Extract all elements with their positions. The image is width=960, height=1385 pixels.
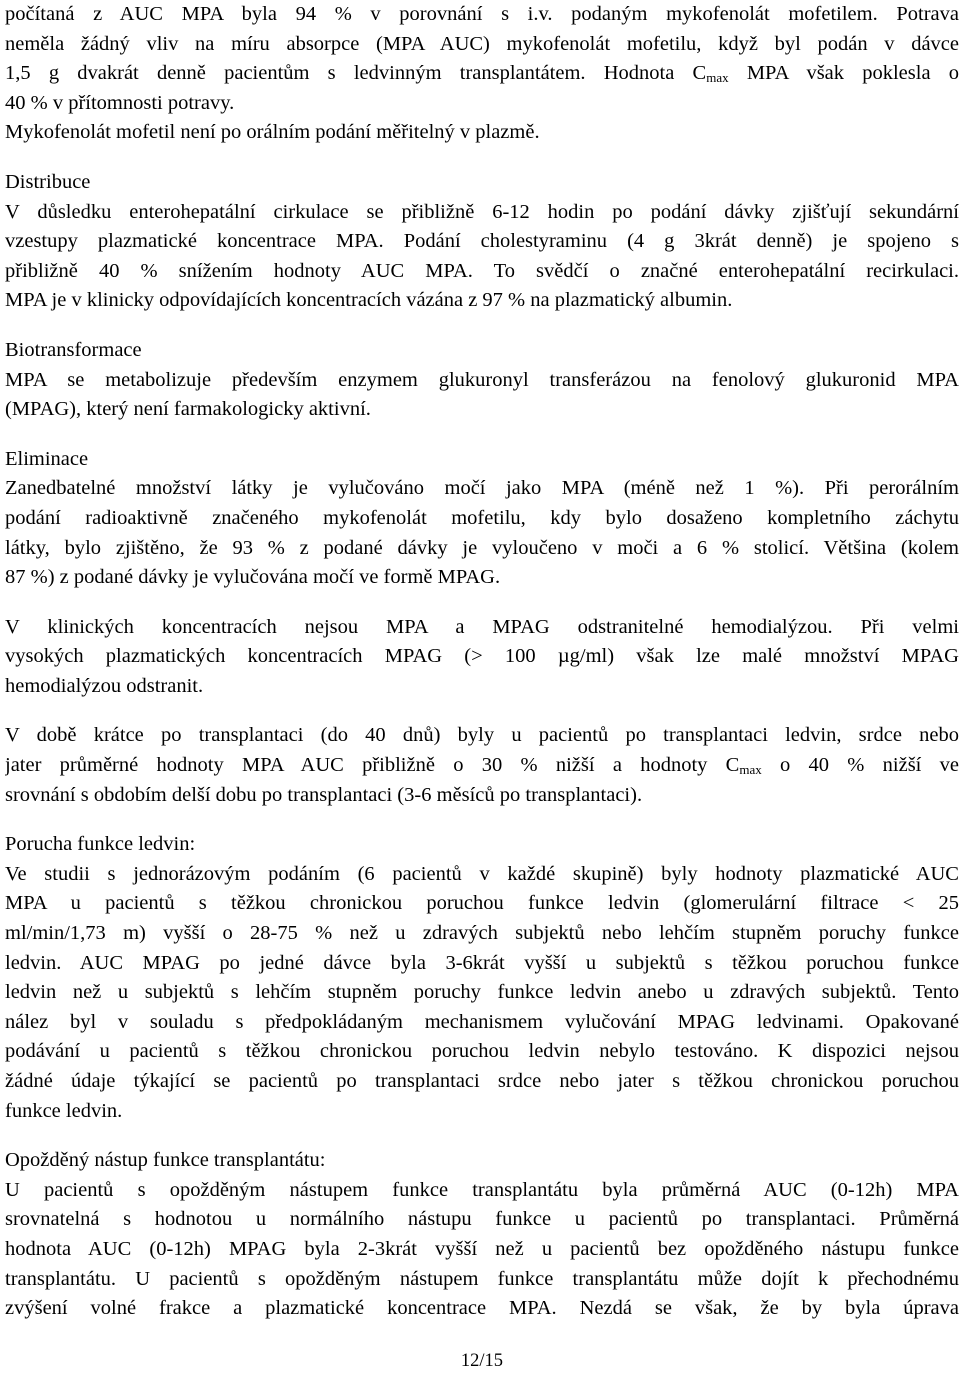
text-line: žádné údaje týkající se pacientů po transplantaci srdce nebo jater s těžkou chronickou poruchou	[5, 1070, 959, 1092]
text-line: ledvin než u subjektů s lehčím stupněm poruchy funkce ledvin anebo u zdravých subjektů. Tento	[5, 981, 959, 1004]
opozdeny-section	[5, 1146, 959, 1324]
text-line: látky, bylo zjištěno, že 93 % z podané dávky je vyloučeno v moči a 6 % stolicí. Většina (kolem	[5, 536, 959, 559]
text-line: srovnatelná s hodnotou u normálního nástupu funkce u pacientů po transplantaci. Průměrná	[5, 1208, 959, 1231]
text-line: U pacientů s opožděným nástupem funkce transplantátu byla průměrná AUC (0-12h) MPA	[5, 1178, 959, 1201]
text-span: 1,5 g dvakrát denně pacientům s ledvinným transplantátem. Hodnota C	[5, 62, 707, 85]
spacer	[5, 148, 959, 168]
text-span: o 40 % nižší ve	[761, 754, 959, 777]
text-line: srovnání s obdobím delší dobu po transplantaci (3-6 měsíců po transplantaci).	[5, 783, 643, 806]
text-line: 40 % v přítomnosti potravy.	[5, 91, 235, 114]
text-line: (MPAG), který není farmakologicky aktivní.	[5, 398, 371, 421]
text-line: hodnota AUC (0-12h) MPAG byla 2-3krát vyšší než u pacientů bez opožděného nástupu funkce	[5, 1237, 959, 1260]
text-line	[5, 751, 959, 781]
text-line: vysokých plazmatických koncentracích MPAG (> 100 µg/ml) však lze malé množství MPAG	[5, 645, 959, 668]
text-span: MPA však poklesla o	[728, 62, 959, 85]
section-heading: Distribuce	[5, 170, 91, 193]
page-number: 12/15	[460, 1351, 504, 1371]
text-line: MPA se metabolizuje především enzymem glukuronyl transferázou na fenolový glukuronid MPA	[5, 368, 959, 391]
document-page	[5, 0, 959, 1385]
text-line: podávání u pacientů s těžkou chronickou poruchou ledvin nebylo testováno. K dispozici nejsou	[5, 1040, 959, 1063]
text-line: MPA je v klinicky odpovídajících koncentracích vázána z 97 % na plazmatický albumin.	[5, 289, 733, 312]
text-line: V době krátce po transplantaci (do 40 dnů) byly u pacientů po transplantaci ledvin, srdce nebo	[5, 724, 959, 747]
text-line: hemodialýzou odstranit.	[5, 674, 204, 697]
text-line: funkce ledvin.	[5, 1099, 123, 1122]
porucha-section	[5, 830, 959, 1126]
subscript-max: max	[739, 762, 762, 778]
text-line	[5, 59, 959, 89]
eliminace-section	[5, 445, 959, 593]
section-heading: Eliminace	[5, 447, 89, 470]
text-line: ml/min/1,73 m) vyšší o 28-75 % než u zdravých subjektů nebo lehčím stupněm poruchy funkce	[5, 922, 959, 945]
text-line: Mykofenolát mofetil není po orálním podání měřitelný v plazmě.	[5, 121, 540, 144]
text-line: přibližně 40 % snížením hodnoty AUC MPA. To svědčí o značné enterohepatální recirkulaci.	[5, 259, 959, 282]
text-line: Zanedbatelné množství látky je vylučováno močí jako MPA (méně než 1 %). Při perorálním	[5, 477, 959, 500]
text-line: ledvin. AUC MPAG po jedné dávce byla 3-6krát vyšší u subjektů s těžkou poruchou funkce	[5, 951, 959, 974]
text-line: nález byl v souladu s předpokládaným mechanismem vylučování MPAG ledvinami. Opakované	[5, 1010, 959, 1033]
text-line: podání radioaktivně značeného mykofenolát mofetilu, kdy bylo dosaženo kompletního záchytu	[5, 506, 959, 529]
text-line: zvýšení volné frakce a plazmatické koncentrace MPA. Nezdá se však, že by byla úprava	[5, 1297, 959, 1320]
text-line: počítaná z AUC MPA byla 94 % v porovnání s i.v. podaným mykofenolát mofetilem. Potrava	[5, 3, 959, 25]
text-line: neměla žádný vliv na míru absorpce (MPA AUC) mykofenolát mofetilu, když byl podán v dávce	[5, 32, 959, 55]
spacer	[5, 425, 959, 445]
section-heading: Porucha funkce ledvin:	[5, 833, 196, 856]
section-heading: Opožděný nástup funkce transplantátu:	[5, 1149, 326, 1172]
spacer	[5, 316, 959, 336]
spacer	[5, 810, 959, 830]
text-line: transplantátu. U pacientů s opožděným nástupem funkce transplantátu může dojít k přechodnému	[5, 1267, 959, 1290]
text-line: vzestupy plazmatické koncentrace MPA. Podání cholestyraminu (4 g 3krát denně) je spojeno s	[5, 230, 959, 253]
spacer	[5, 1126, 959, 1146]
absorption-paragraph	[5, 0, 959, 148]
spacer	[5, 701, 959, 721]
transplantace-paragraph	[5, 721, 959, 810]
text-span: jater průměrné hodnoty MPA AUC přibližně o 30 % nižší a hodnoty C	[5, 754, 740, 777]
text-line: Ve studii s jednorázovým podáním (6 pacientů v každé skupině) byly hodnoty plazmatické AUC	[5, 862, 959, 885]
text-line: 87 %) z podané dávky je vylučována močí ve formě MPAG.	[5, 566, 501, 589]
hemodialyza-paragraph	[5, 613, 959, 702]
text-line: V klinických koncentracích nejsou MPA a MPAG odstranitelné hemodialýzou. Při velmi	[5, 615, 959, 638]
subscript-max: max	[706, 70, 729, 86]
distribuce-section	[5, 168, 959, 316]
spacer	[5, 593, 959, 613]
section-heading: Biotransformace	[5, 338, 142, 361]
text-line: MPA u pacientů s těžkou chronickou poruchou funkce ledvin (glomerulární filtrace < 25	[5, 892, 959, 915]
text-line: V důsledku enterohepatální cirkulace se přibližně 6-12 hodin po podání dávky zjišťují sekundární	[5, 200, 959, 223]
biotransformace-section	[5, 336, 959, 425]
